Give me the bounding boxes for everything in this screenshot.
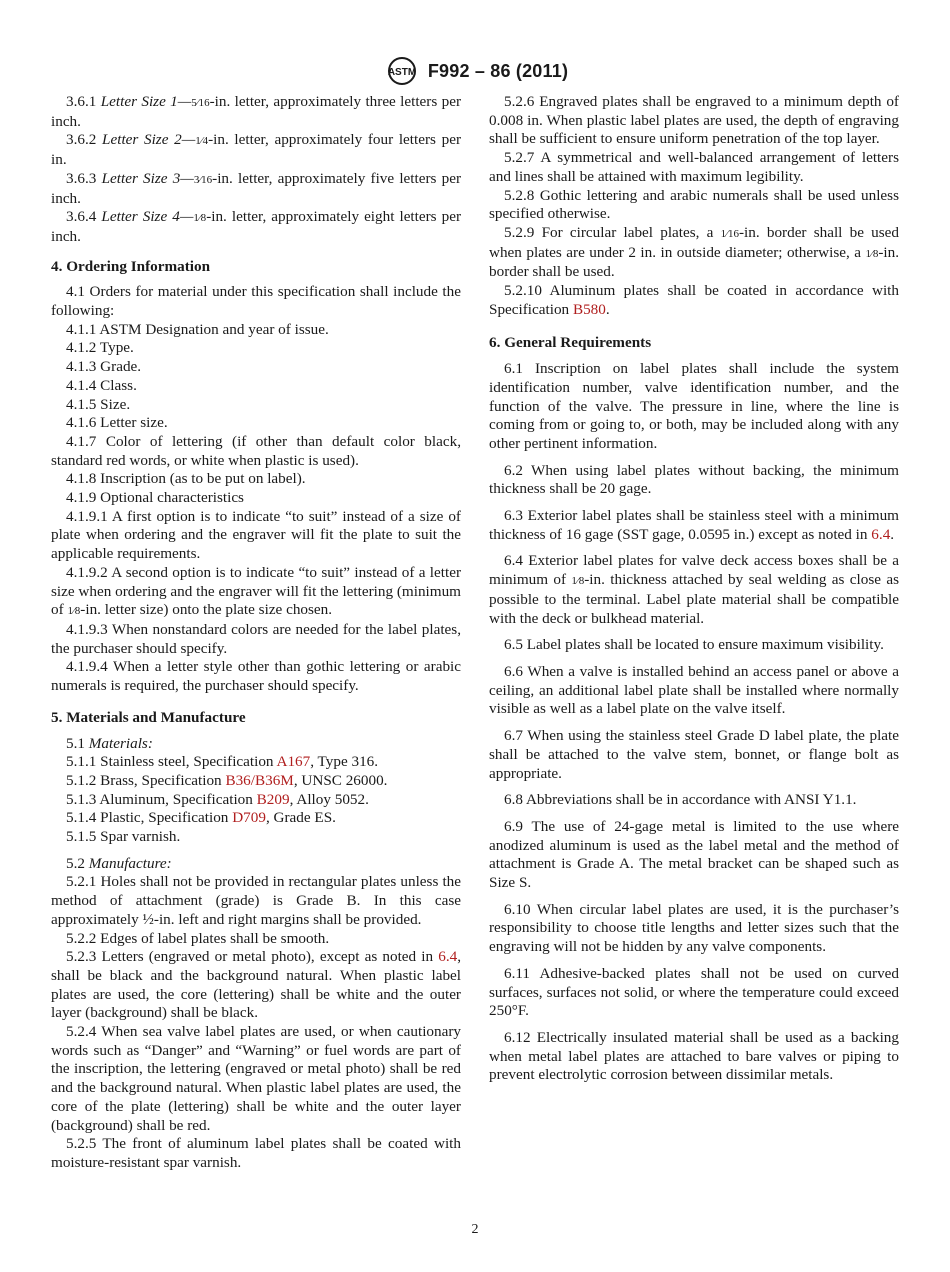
section-6-7: 6.7 When using the stainless steel Grade D label plate, the plate shall be attached to the valve stem, bonnet, or flange bolt as appropriate. [489, 727, 899, 782]
section-4-1-9-2: 4.1.9.2 A second option is to indicate “to suit” instead of a letter size when ordering and the engraver will fit the lettering (minimum of 1⁄8-in. letter size) onto the plate size chosen. [51, 563, 461, 619]
section-4-1-9-3: 4.1.9.3 When nonstandard colors are needed for the label plates, the purchaser should specify. [51, 620, 461, 657]
link-6-4[interactable]: 6.4 [438, 948, 458, 966]
section-6-6: 6.6 When a valve is installed behind an access panel or above a ceiling, an additional label plate shall be installed where normally visible as well as a label plate on the valve itself. [489, 662, 899, 718]
section-6-10: 6.10 When circular label plates are used, it is the purchaser’s responsibility to choose title lengths and letter sizes such that the engraving will not be hidden by any valve components. [489, 900, 899, 956]
section-3-6-4: 3.6.4 Letter Size 4—1⁄8-in. letter, approximately eight letters per inch. [51, 208, 462, 245]
page-number: 2 [471, 1222, 479, 1237]
section-5-1: 5.1 Materials: [66, 734, 153, 752]
section-6-3: 6.3 Exterior label plates shall be stainless steel with a minimum thickness of 16 gage (SST gage, 0.0595 in.) except as noted in 6.4. [489, 507, 899, 543]
section-5-2: 5.2 Manufacture: [66, 854, 172, 872]
right-column [489, 93, 899, 1085]
section-4-1-2: 4.1.2 Type. [66, 339, 134, 357]
section-4-1-9-4: 4.1.9.4 When a letter style other than gothic lettering or arabic numerals is required, the purchaser should specify. [51, 658, 461, 695]
section-4-1-5: 4.1.5 Size. [66, 395, 131, 413]
link-b580[interactable]: B580 [572, 300, 606, 318]
section-5-2-4: 5.2.4 When sea valve label plates are used, or when cautionary words such as “Danger” and “Warning” or fuel words are part of the inscription, the lettering (engraved or metal photo) shall be red and the background natural. When plastic label plates are used, the core of the plate (lettering) shall be white and the outer layer (background) shall be red. [51, 1023, 461, 1134]
section-5-2-10: 5.2.10 Aluminum plates shall be coated in accordance with Specification B580. [489, 282, 899, 318]
heading-ordering-information: 4. Ordering Information [51, 257, 211, 275]
section-5-2-8: 5.2.8 Gothic lettering and arabic numerals shall be used unless specified otherwise. [489, 186, 899, 223]
link-b209[interactable]: B209 [256, 790, 290, 808]
link-a167[interactable]: A167 [276, 753, 311, 771]
section-4-1-1: 4.1.1 ASTM Designation and year of issue. [66, 320, 329, 338]
section-6-12: 6.12 Electrically insulated material shall be used as a backing when metal label plates are attached to bare valves or piping to prevent electrolytic corrosion between dissimilar metals. [489, 1028, 899, 1084]
left-column [51, 93, 461, 1173]
section-5-2-9: 5.2.9 For circular label plates, a 1⁄16-in. border shall be used when plates are under 2 in. in outside diameter; otherwise, a 1⁄8-in. border shall be used. [489, 223, 899, 281]
section-4-1-7: 4.1.7 Color of lettering (if other than default color black, standard red words, or white when plastic is used). [51, 432, 461, 469]
document-designation: F992 – 86 (2011) [427, 60, 569, 81]
section-5-2-7: 5.2.7 A symmetrical and well-balanced arrangement of letters and lines shall be attained with maximum legibility. [489, 149, 899, 185]
section-6-8: 6.8 Abbreviations shall be in accordance with ANSI Y1.1. [504, 791, 857, 809]
section-6-5: 6.5 Label plates shall be located to ensure maximum visibility. [504, 636, 884, 654]
heading-general-requirements: 6. General Requirements [489, 334, 652, 352]
link-d709[interactable]: D709 [232, 809, 266, 827]
section-5-2-3: 5.2.3 Letters (engraved or metal photo), except as noted in 6.4, shall be black and the background natural. When plastic label plates are used, the core (lettering) shall be white and the outer layer (background) shall be black. [51, 948, 461, 1022]
section-4-1-3: 4.1.3 Grade. [66, 358, 142, 376]
section-5-2-1: 5.2.1 Holes shall not be provided in rectangular plates unless the method of attachment (grade) is Grade B. In this case approximately ½-in. left and right margins shall be provided. [51, 873, 461, 928]
section-4-1-9: 4.1.9 Optional characteristics [66, 489, 244, 507]
heading-materials-manufacture: 5. Materials and Manufacture [51, 708, 246, 726]
page-header [0, 56, 950, 86]
section-3-6-1: 3.6.1 Letter Size 1—5⁄16-in. letter, approximately three letters per inch. [51, 93, 462, 130]
section-4-1-8: 4.1.8 Inscription (as to be put on label). [66, 470, 306, 488]
link-b36[interactable]: B36/B36M [225, 771, 294, 789]
section-4-1: 4.1 Orders for material under this specification shall include the following: [51, 283, 461, 320]
section-5-1-4: 5.1.4 Plastic, Specification D709, Grade ES. [66, 809, 336, 827]
section-5-2-6: 5.2.6 Engraved plates shall be engraved to a minimum depth of 0.008 in. When plastic label plates are used, the depth of engraving shall be sufficient to ensure uniform penetration of the top layer. [489, 93, 899, 148]
section-6-4: 6.4 Exterior label plates for valve deck access boxes shall be a minimum of 1⁄8-in. thickness attached by seal welding as close as possible to the terminal. Label plate material shall be compatible with the deck or bulkhead material. [489, 552, 899, 627]
svg-text:ASTM: ASTM [387, 67, 417, 78]
section-5-1-3: 5.1.3 Aluminum, Specification B209, Alloy 5052. [66, 790, 369, 808]
section-6-11: 6.11 Adhesive-backed plates shall not be used on curved surfaces, surfaces not solid, or where the temperature could exceed 250°F. [489, 964, 899, 1020]
section-6-1: 6.1 Inscription on label plates shall include the system identification number, valve identification number, and the function of the valve. The pressure in line, where the line is coming from or going to, or both, may be included along with any other pertinent information. [489, 360, 899, 452]
section-4-1-6: 4.1.6 Letter size. [66, 414, 168, 432]
section-6-9: 6.9 The use of 24-gage metal is limited to the use where anodized aluminum is used as the label metal and the method of attachment is Grade A. The metal bracket can be shaped such as Size S. [489, 817, 899, 892]
section-5-1-1: 5.1.1 Stainless steel, Specification A167, Type 316. [66, 753, 379, 771]
link-6-4-ref[interactable]: 6.4 [871, 525, 891, 543]
section-5-1-2: 5.1.2 Brass, Specification B36/B36M, UNSC 26000. [66, 771, 388, 789]
section-3-6-3: 3.6.3 Letter Size 3—3⁄16-in. letter, approximately five letters per inch. [51, 169, 462, 207]
section-3-6-2: 3.6.2 Letter Size 2—1⁄4-in. letter, approximately four letters per in. [51, 131, 461, 169]
section-5-2-2: 5.2.2 Edges of label plates shall be smooth. [66, 929, 330, 947]
astm-logo-icon [382, 56, 422, 86]
section-6-2: 6.2 When using label plates without backing, the minimum thickness shall be 20 gage. [489, 461, 899, 498]
section-5-2-5: 5.2.5 The front of aluminum label plates shall be coated with moisture-resistant spar varnish. [51, 1135, 461, 1171]
section-5-1-5: 5.1.5 Spar varnish. [66, 828, 181, 846]
section-4-1-4: 4.1.4 Class. [66, 376, 137, 394]
section-4-1-9-1: 4.1.9.1 A first option is to indicate “to suit” instead of a size of plate when ordering and the engraver will fit the plate to suit the applicable requirements. [51, 507, 461, 563]
